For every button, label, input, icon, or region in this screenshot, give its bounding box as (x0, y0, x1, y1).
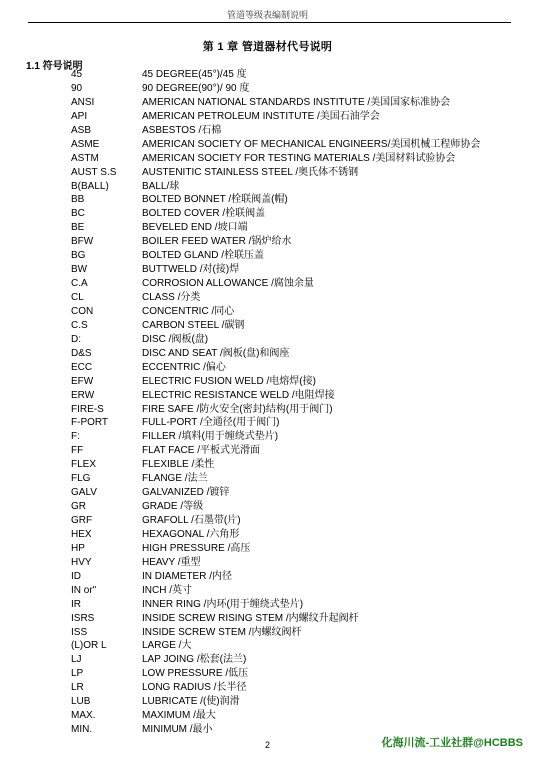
abbreviation-row (0, 653, 535, 667)
abbreviation-code: LP (71, 668, 84, 680)
abbreviation-row (0, 193, 535, 207)
abbreviation-description: BOLTED BONNET /栓联阀盖(帽) (142, 194, 288, 206)
abbreviation-list (0, 68, 535, 737)
abbreviation-row (0, 277, 535, 291)
abbreviation-code: GR (71, 501, 86, 513)
abbreviation-description: FULL-PORT /全通径(用于阀门) (142, 417, 280, 429)
abbreviation-description: FLANGE /法兰 (142, 473, 208, 485)
abbreviation-description: CARBON STEEL /碳钢 (142, 319, 245, 331)
abbreviation-description: GALVANIZED /镀锌 (142, 487, 230, 499)
abbreviation-code: FIRE-S (71, 403, 104, 415)
abbreviation-row (0, 68, 535, 82)
abbreviation-description: MAXIMUM /最大 (142, 710, 216, 722)
abbreviation-code: LR (71, 682, 84, 694)
abbreviation-description: GRAFOLL /石墨带(片) (142, 515, 241, 526)
abbreviation-code: HEX (71, 528, 92, 540)
abbreviation-description: 45 DEGREE(45°)/45 度 (142, 69, 247, 80)
abbreviation-row (0, 375, 535, 389)
abbreviation-row (0, 612, 535, 626)
abbreviation-code: F-PORT (71, 417, 109, 429)
abbreviation-row (0, 221, 535, 235)
abbreviation-code: MAX. (71, 710, 96, 722)
abbreviation-description: INSIDE SCREW RISING STEM /内螺纹升起阀杆 (142, 612, 359, 624)
abbreviation-code: FF (71, 445, 84, 457)
abbreviation-code: IN or" (71, 584, 97, 596)
abbreviation-description: AMERICAN NATIONAL STANDARDS INSTITUTE /美国国家标准协会 (142, 96, 451, 108)
abbreviation-description: BALL/球 (142, 180, 180, 192)
header-rule (28, 22, 511, 23)
abbreviation-description: CORROSION ALLOWANCE /腐蚀余量 (142, 278, 314, 290)
abbreviation-description: MINIMUM /最小 (142, 724, 213, 736)
abbreviation-code: BG (71, 250, 86, 262)
abbreviation-description: GRADE /等级 (142, 501, 204, 513)
abbreviation-row (0, 138, 535, 152)
abbreviation-row (0, 207, 535, 221)
abbreviation-code: FLEX (71, 459, 97, 471)
abbreviation-description: AMERICAN PETROLEUM INSTITUTE /美国石油学会 (142, 110, 380, 122)
abbreviation-description: AMERICAN SOCIETY FOR TESTING MATERIALS /美国材料试验协会 (142, 152, 456, 164)
abbreviation-code: MIN. (71, 724, 93, 736)
abbreviation-row (0, 305, 535, 319)
abbreviation-row (0, 626, 535, 640)
abbreviation-row (0, 667, 535, 681)
abbreviation-description: ELECTRIC RESISTANCE WELD /电阻焊接 (142, 389, 335, 401)
abbreviation-row (0, 500, 535, 514)
abbreviation-description: LOW PRESSURE /低压 (142, 668, 249, 680)
abbreviation-description: IN DIAMETER /内径 (142, 570, 233, 582)
abbreviation-row (0, 584, 535, 598)
abbreviation-description: LAP JOING /松套(法兰) (142, 654, 247, 666)
abbreviation-code: BC (71, 208, 85, 220)
abbreviation-row (0, 96, 535, 110)
abbreviation-description: HEXAGONAL /六角形 (142, 528, 240, 540)
abbreviation-code: ASB (71, 124, 92, 136)
abbreviation-row (0, 486, 535, 500)
abbreviation-code: B(BALL) (71, 180, 109, 192)
abbreviation-row (0, 152, 535, 166)
abbreviation-code: ISS (71, 626, 88, 638)
abbreviation-code: ASME (71, 138, 100, 150)
abbreviation-description: INNER RING /内环(用于缠绕式垫片) (142, 598, 304, 610)
abbreviation-description: ASBESTOS /石棉 (142, 124, 222, 136)
abbreviation-row (0, 598, 535, 612)
abbreviation-code: D: (71, 333, 81, 345)
abbreviation-row (0, 319, 535, 333)
abbreviation-row (0, 82, 535, 96)
abbreviation-code: (L)OR L (71, 640, 107, 652)
abbreviation-row (0, 570, 535, 584)
abbreviation-row (0, 542, 535, 556)
watermark: 化海川流-工业社群@HCBBS (381, 737, 523, 749)
abbreviation-description: DISC /阀板(盘) (142, 333, 209, 345)
abbreviation-code: C.S (71, 319, 88, 331)
abbreviation-code: 90 (71, 82, 83, 94)
abbreviation-row (0, 403, 535, 417)
abbreviation-code: HVY (71, 556, 92, 568)
abbreviation-code: AUST S.S (71, 166, 117, 178)
section-heading: 1.1 符号说明 (26, 61, 83, 72)
abbreviation-description: INCH /英寸 (142, 584, 192, 596)
abbreviation-code: ERW (71, 389, 95, 401)
abbreviation-description: ELECTRIC FUSION WELD /电熔焊(接) (142, 375, 316, 387)
abbreviation-row (0, 180, 535, 194)
abbreviation-code: FLG (71, 473, 91, 485)
abbreviation-row (0, 514, 535, 528)
abbreviation-description: LONG RADIUS /长半径 (142, 682, 247, 694)
page-number: 2 (264, 740, 270, 750)
abbreviation-row (0, 709, 535, 723)
abbreviation-description: AUSTENITIC STAINLESS STEEL /奥氏体不锈钢 (142, 166, 359, 178)
abbreviation-row (0, 361, 535, 375)
abbreviation-code: BB (71, 194, 85, 206)
abbreviation-row (0, 444, 535, 458)
abbreviation-description: BOLTED GLAND /栓联压盖 (142, 250, 265, 262)
abbreviation-code: EFW (71, 375, 94, 387)
abbreviation-code: 45 (71, 69, 83, 80)
abbreviation-row (0, 249, 535, 263)
abbreviation-description: FLAT FACE /平板式光滑面 (142, 445, 260, 457)
abbreviation-code: CON (71, 305, 94, 317)
abbreviation-description: INSIDE SCREW STEM /内螺纹阀杆 (142, 626, 302, 638)
abbreviation-description: 90 DEGREE(90°)/ 90 度 (142, 82, 250, 94)
abbreviation-row (0, 639, 535, 653)
abbreviation-description: LUBRICATE /(使)润滑 (142, 696, 240, 708)
abbreviation-code: BFW (71, 236, 94, 248)
abbreviation-row (0, 695, 535, 709)
abbreviation-code: ECC (71, 361, 93, 373)
abbreviation-row (0, 681, 535, 695)
abbreviation-description: LARGE /大 (142, 640, 192, 652)
abbreviation-description: HIGH PRESSURE /高压 (142, 542, 251, 554)
abbreviation-description: FIRE SAFE /防火安全(密封)结构(用于阀门) (142, 403, 333, 415)
abbreviation-description: BOLTED COVER /栓联阀盖 (142, 208, 266, 220)
abbreviation-code: ID (71, 570, 81, 582)
abbreviation-description: CLASS /分类 (142, 292, 201, 303)
abbreviation-description: HEAVY /重型 (142, 556, 201, 568)
page-header: 管道等级表编制说明 (226, 10, 308, 20)
abbreviation-code: F: (71, 431, 80, 443)
abbreviation-description: BEVELED END /坡口端 (142, 222, 248, 234)
abbreviation-row (0, 458, 535, 472)
abbreviation-code: ISRS (71, 612, 95, 624)
abbreviation-row (0, 110, 535, 124)
abbreviation-code: GRF (71, 515, 93, 526)
abbreviation-row (0, 556, 535, 570)
abbreviation-description: FILLER /填料(用于缠绕式垫片) (142, 431, 279, 443)
abbreviation-description: AMERICAN SOCIETY OF MECHANICAL ENGINEERS/美国机械工程师协会 (142, 138, 481, 150)
abbreviation-description: FLEXIBLE /柔性 (142, 459, 215, 471)
abbreviation-row (0, 416, 535, 430)
abbreviation-row (0, 235, 535, 249)
abbreviation-code: CL (71, 292, 84, 303)
abbreviation-description: BOILER FEED WATER /锅炉给水 (142, 236, 292, 248)
abbreviation-row (0, 430, 535, 444)
chapter-title: 第 1 章 管道器材代号说明 (202, 41, 333, 53)
abbreviation-row (0, 389, 535, 403)
abbreviation-code: BE (71, 222, 85, 234)
abbreviation-code: IR (71, 598, 81, 610)
abbreviation-code: C.A (71, 278, 88, 290)
abbreviation-row (0, 263, 535, 277)
abbreviation-description: CONCENTRIC /同心 (142, 305, 235, 317)
abbreviation-description: DISC AND SEAT /阀板(盘)和阀座 (142, 347, 290, 359)
abbreviation-row (0, 333, 535, 347)
abbreviation-code: LJ (71, 654, 82, 666)
abbreviation-row (0, 291, 535, 305)
abbreviation-code: HP (71, 542, 85, 554)
abbreviation-code: ASTM (71, 152, 99, 164)
abbreviation-code: GALV (71, 487, 97, 499)
abbreviation-code: LUB (71, 696, 91, 708)
abbreviation-row (0, 347, 535, 361)
abbreviation-row (0, 124, 535, 138)
abbreviation-row (0, 472, 535, 486)
abbreviation-description: ECCENTRIC /偏心 (142, 361, 226, 373)
abbreviation-code: API (71, 110, 88, 122)
abbreviation-code: D&S (71, 347, 92, 359)
abbreviation-row (0, 166, 535, 180)
abbreviation-row (0, 528, 535, 542)
abbreviation-code: ANSI (71, 96, 95, 108)
abbreviation-code: BW (71, 264, 88, 276)
abbreviation-description: BUTTWELD /对(接)焊 (142, 264, 240, 276)
